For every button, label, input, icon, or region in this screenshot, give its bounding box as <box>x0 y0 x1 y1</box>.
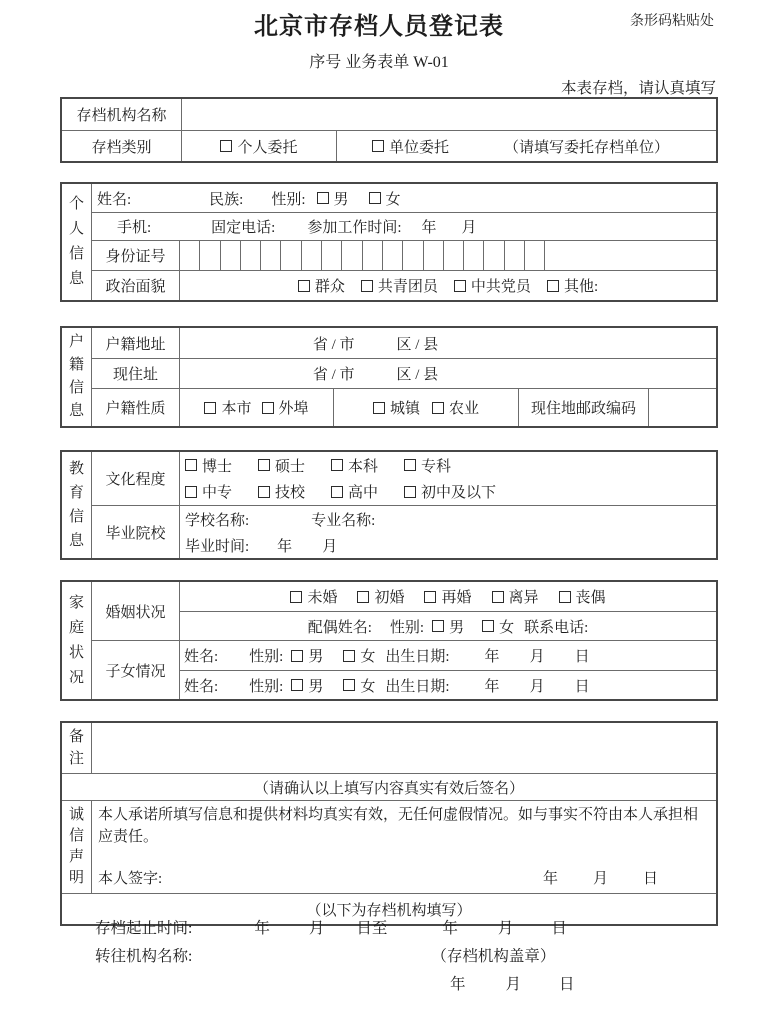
politics-options <box>180 271 716 300</box>
checkbox-icon <box>559 591 571 603</box>
option-label: 中专 <box>202 485 233 502</box>
year-label: 年 <box>421 220 437 236</box>
option-label: 博士 <box>202 458 233 475</box>
stamp-date-line <box>95 972 655 1000</box>
day-label: 日 <box>551 920 567 937</box>
checkbox-option <box>424 586 471 607</box>
checkbox-option <box>331 455 378 476</box>
checkbox-option <box>432 397 479 418</box>
checkbox-icon <box>258 486 270 498</box>
day-to-label: 日至 <box>356 920 388 937</box>
postcode-value-cell <box>649 389 716 426</box>
fill-note: 本表存档，请认真填写 <box>560 80 716 97</box>
children-block <box>92 640 716 699</box>
checkbox-option <box>298 275 345 296</box>
birth-date-label: 出生日期: <box>385 678 450 695</box>
checkbox-icon <box>343 679 355 691</box>
remarks-integrity-table <box>60 721 718 926</box>
remarks-section-cell <box>62 723 92 773</box>
checkbox-option <box>343 675 375 696</box>
checkbox-icon <box>262 402 274 414</box>
id-digit-cell <box>342 241 362 270</box>
school-name-line <box>185 509 716 530</box>
checkbox-option <box>369 188 401 209</box>
option-label: 初婚 <box>374 590 405 606</box>
remarks-row <box>62 723 716 773</box>
checkbox-icon <box>547 280 559 292</box>
degree-label: 文化程度 <box>92 452 180 505</box>
checkbox-option <box>291 645 323 666</box>
province-city-label: 省 / 市 <box>312 336 355 353</box>
id-digit-cell <box>261 241 281 270</box>
phone-row <box>92 212 716 240</box>
month-label: 月 <box>497 920 514 937</box>
checkbox-icon <box>482 620 494 632</box>
option-label: 未婚 <box>307 590 338 606</box>
id-digit-cell <box>464 241 484 270</box>
option-label: 女 <box>499 619 515 636</box>
integrity-statement: 本人承诺所填写信息和提供材料均真实有效，无任何虚假情况。如与事实不符由本人承担相应责任。 <box>98 807 699 845</box>
checkbox-icon <box>220 140 232 152</box>
checkbox-option <box>559 586 606 607</box>
checkbox-icon <box>291 679 303 691</box>
year-label: 年 <box>277 538 293 555</box>
checkbox-option <box>432 616 464 637</box>
option-label: 男 <box>449 619 465 636</box>
checkbox-icon <box>404 459 416 471</box>
checkbox-icon <box>343 650 355 662</box>
integrity-row <box>62 800 716 893</box>
id-digit-cell <box>302 241 322 270</box>
personal-table <box>60 182 718 302</box>
checkbox-option <box>372 136 449 157</box>
checkbox-option <box>204 397 251 418</box>
id-number-row <box>92 240 716 270</box>
checkbox-icon <box>424 591 436 603</box>
month-label: 月 <box>322 538 338 555</box>
id-digit-cells <box>180 241 545 270</box>
checkbox-option <box>185 481 232 502</box>
day-label: 日 <box>642 870 658 887</box>
family-section-label: 家庭状况 <box>68 594 84 686</box>
year-label: 年 <box>254 920 270 937</box>
name-label: 姓名: <box>97 191 132 208</box>
phone-label: 联系电话: <box>524 619 589 636</box>
option-label: 个人委托 <box>237 139 298 156</box>
checkbox-icon <box>331 486 343 498</box>
archive-org-label: 存档机构名称 <box>62 99 182 130</box>
archive-type-row <box>62 130 716 161</box>
signature-line <box>92 867 716 893</box>
archive-footer <box>95 916 655 1000</box>
checkbox-icon <box>298 280 310 292</box>
checkbox-icon <box>258 459 270 471</box>
checkbox-option <box>404 481 496 502</box>
id-digit-cell <box>363 241 383 270</box>
checkbox-option <box>185 455 232 476</box>
archive-type-unit-cell <box>337 131 716 161</box>
id-digit-cell <box>525 241 545 270</box>
household-nature-row <box>92 388 716 426</box>
checkbox-icon <box>317 192 329 204</box>
checkbox-option <box>331 481 378 502</box>
current-address-row <box>92 358 716 388</box>
option-label: 再婚 <box>441 590 472 606</box>
option-label: 本市 <box>221 401 252 417</box>
current-address-cell <box>180 359 716 388</box>
checkbox-option <box>547 275 598 296</box>
barcode-paste-label: 条形码粘贴处 <box>630 14 714 29</box>
politics-row <box>92 270 716 300</box>
year-label: 年 <box>484 649 500 665</box>
child-row <box>180 670 716 699</box>
child-name-label: 姓名: <box>184 678 219 695</box>
education-section-label: 教育信息 <box>68 461 84 549</box>
school-label: 毕业院校 <box>92 506 180 558</box>
form-body <box>60 97 718 926</box>
integrity-content <box>92 801 716 893</box>
checkbox-option <box>357 586 404 607</box>
child-name-label: 姓名: <box>184 649 219 665</box>
id-digit-cell <box>424 241 444 270</box>
postcode-label-cell <box>519 389 649 426</box>
archive-org-value-cell <box>182 99 716 130</box>
district-county-label: 区 / 县 <box>396 367 439 383</box>
gender-label: 性别: <box>389 619 425 636</box>
checkbox-icon <box>290 591 302 603</box>
option-label: 女 <box>360 678 376 695</box>
month-label: 月 <box>308 920 325 937</box>
year-label: 年 <box>484 678 500 695</box>
child-row <box>180 641 716 670</box>
gender-label: 性别: <box>249 649 284 665</box>
spouse-name-label: 配偶姓名: <box>307 619 372 636</box>
signature-label: 本人签字: <box>98 870 163 887</box>
day-label: 日 <box>574 678 590 695</box>
id-digit-cell <box>241 241 261 270</box>
checkbox-icon <box>369 192 381 204</box>
household-section-label: 户籍信息 <box>68 334 84 419</box>
degree-options-line1 <box>185 455 716 476</box>
checkbox-icon <box>492 591 504 603</box>
registered-address-cell <box>180 328 716 358</box>
org-fill-note: （以下为存档机构填写） <box>306 902 472 919</box>
checkbox-option <box>343 645 375 666</box>
name-row <box>92 184 716 212</box>
id-digit-cell <box>200 241 220 270</box>
gender-label: 性别: <box>249 678 284 695</box>
option-label: 其他: <box>563 279 599 295</box>
ethnicity-label: 民族: <box>209 191 244 208</box>
checkbox-option <box>361 275 438 296</box>
id-digit-cell <box>383 241 403 270</box>
spouse-row <box>180 611 716 640</box>
id-digit-cell <box>180 241 200 270</box>
option-label: 共青团员 <box>377 279 438 295</box>
checkbox-icon <box>185 459 197 471</box>
year-label: 年 <box>442 920 458 937</box>
id-digit-cell <box>281 241 301 270</box>
work-time-label: 参加工作时间: <box>307 220 402 236</box>
archive-type-label: 存档类别 <box>62 131 182 161</box>
checkbox-option <box>258 481 305 502</box>
checkbox-icon <box>361 280 373 292</box>
registered-address-row <box>92 328 716 358</box>
school-row <box>92 505 716 558</box>
checkbox-option <box>291 675 323 696</box>
unit-hint: （请填写委托存档单位） <box>504 139 670 156</box>
stamp-note: （存档机构盖章） <box>431 948 556 965</box>
id-digit-cell <box>221 241 241 270</box>
archive-table <box>60 97 718 163</box>
birth-date-label: 出生日期: <box>385 649 450 665</box>
month-label: 月 <box>461 220 477 236</box>
household-table <box>60 326 718 428</box>
month-label: 月 <box>529 649 545 665</box>
archive-type-personal-cell <box>182 131 337 161</box>
serial-line: 序号 业务表单 W-01 <box>309 54 449 71</box>
option-label: 群众 <box>314 279 345 295</box>
id-digit-cell <box>322 241 342 270</box>
province-city-label: 省 / 市 <box>312 367 355 383</box>
major-name-label: 专业名称: <box>311 512 376 529</box>
page-title: 北京市存档人员登记表 <box>254 13 504 40</box>
checkbox-icon <box>432 620 444 632</box>
degree-row <box>92 452 716 505</box>
checkbox-icon <box>331 459 343 471</box>
household-nature-label: 户籍性质 <box>92 389 180 426</box>
option-label: 初中及以下 <box>421 485 497 502</box>
id-digit-cell <box>505 241 525 270</box>
marital-label: 婚姻状况 <box>92 582 180 640</box>
checkbox-option <box>482 616 514 637</box>
family-section-cell <box>62 582 92 699</box>
month-label: 月 <box>505 976 522 993</box>
personal-section-label: 个人信息 <box>68 196 84 287</box>
checkbox-option <box>317 188 349 209</box>
gender-label: 性别: <box>271 191 306 208</box>
option-label: 外埠 <box>278 401 309 417</box>
id-digit-cell <box>444 241 464 270</box>
option-label: 专科 <box>421 458 452 475</box>
option-label: 单位委托 <box>389 139 450 156</box>
option-label: 女 <box>360 649 376 665</box>
archive-period-line <box>95 916 655 944</box>
school-name-label: 学校名称: <box>185 512 250 529</box>
postcode-label: 现住地邮政编码 <box>530 401 636 417</box>
checkbox-icon <box>454 280 466 292</box>
checkbox-icon <box>373 402 385 414</box>
period-label: 存档起止时间: <box>95 920 193 937</box>
archive-org-row <box>62 99 716 130</box>
option-label: 硕士 <box>275 458 306 475</box>
district-county-label: 区 / 县 <box>396 336 439 353</box>
checkbox-icon <box>204 402 216 414</box>
checkbox-option <box>454 275 531 296</box>
remarks-value-cell <box>92 723 716 773</box>
option-label: 男 <box>333 191 349 208</box>
month-label: 月 <box>529 678 545 695</box>
confirm-note: （请确认以上填写内容真实有效后签名） <box>253 780 524 797</box>
id-number-label: 身份证号 <box>92 241 180 270</box>
confirm-row <box>62 773 716 800</box>
option-label: 女 <box>385 191 401 208</box>
household-section-cell <box>62 328 92 426</box>
option-label: 离异 <box>508 590 539 606</box>
option-label: 本科 <box>348 458 379 475</box>
checkbox-icon <box>185 486 197 498</box>
month-label: 月 <box>592 870 608 887</box>
option-label: 农业 <box>449 401 480 417</box>
option-label: 男 <box>308 649 324 665</box>
checkbox-option <box>258 455 305 476</box>
day-label: 日 <box>574 649 590 665</box>
year-label: 年 <box>542 870 558 887</box>
school-fields <box>180 506 716 558</box>
children-label: 子女情况 <box>92 641 180 699</box>
option-label: 中共党员 <box>470 279 531 295</box>
family-table <box>60 580 718 701</box>
integrity-section-cell <box>62 801 92 893</box>
year-label: 年 <box>450 976 466 993</box>
option-label: 城镇 <box>389 401 420 417</box>
checkbox-option <box>262 397 309 418</box>
checkbox-option <box>404 455 451 476</box>
checkbox-option <box>492 586 539 607</box>
education-section-cell <box>62 452 92 558</box>
education-table <box>60 450 718 560</box>
day-label: 日 <box>559 976 575 993</box>
degree-options-line2 <box>185 481 716 502</box>
mobile-label: 手机: <box>117 220 152 236</box>
registered-address-label: 户籍地址 <box>92 328 180 358</box>
checkbox-option <box>373 397 420 418</box>
checkbox-icon <box>404 486 416 498</box>
degree-options <box>180 452 716 505</box>
checkbox-icon <box>357 591 369 603</box>
transfer-label: 转往机构名称: <box>95 948 193 965</box>
marital-options <box>180 582 716 611</box>
landline-label: 固定电话: <box>211 220 276 236</box>
checkbox-icon <box>291 650 303 662</box>
checkbox-option <box>290 586 337 607</box>
current-address-label: 现住址 <box>92 359 180 388</box>
checkbox-icon <box>372 140 384 152</box>
personal-section-cell <box>62 184 92 300</box>
nature-local-cell <box>180 389 334 426</box>
id-digit-cell <box>403 241 423 270</box>
option-label: 高中 <box>348 485 379 502</box>
remarks-section-label: 备注 <box>68 729 84 767</box>
option-label: 丧偶 <box>575 590 606 606</box>
option-label: 男 <box>308 678 324 695</box>
checkbox-icon <box>432 402 444 414</box>
nature-type-cell <box>334 389 519 426</box>
politics-label: 政治面貌 <box>92 271 180 300</box>
grad-time-line <box>185 535 716 556</box>
option-label: 技校 <box>275 485 306 502</box>
integrity-section-label: 诚信声明 <box>68 807 84 886</box>
id-digit-cell <box>484 241 504 270</box>
transfer-org-line <box>95 944 655 972</box>
checkbox-option <box>220 136 297 157</box>
marital-block <box>92 582 716 640</box>
grad-time-label: 毕业时间: <box>185 538 250 555</box>
